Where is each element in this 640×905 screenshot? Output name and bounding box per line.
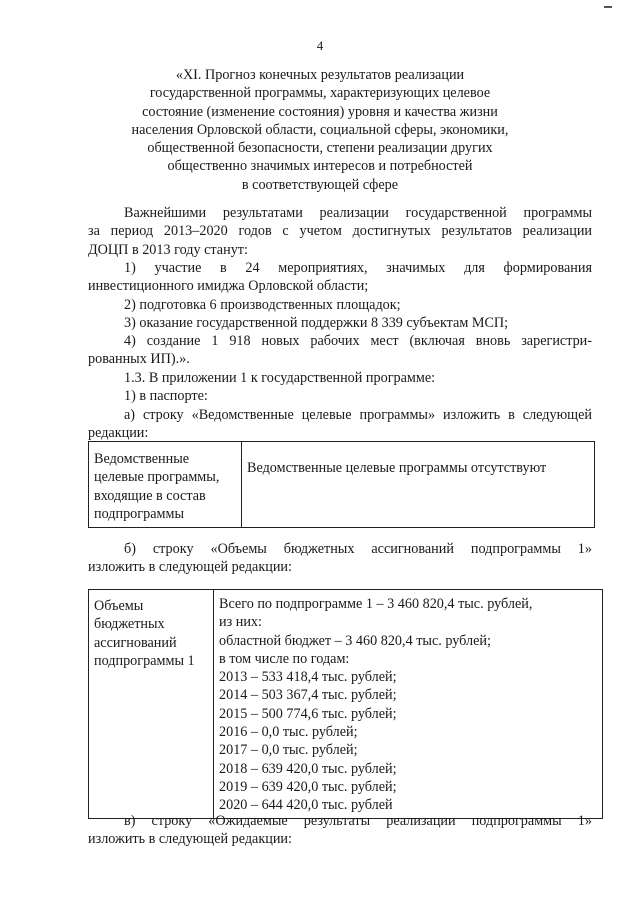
- para-v-line: изложить в следующей редакции:: [88, 831, 292, 848]
- intro-line: Важнейшими результатами реализации государственной программы: [124, 205, 592, 221]
- heading-line: в соответствующей сфере: [241, 176, 399, 193]
- value-line: в том числе по годам:: [219, 650, 350, 667]
- list-item: 4) создание 1 918 новых рабочих мест (включая вновь зарегистри-: [124, 333, 592, 350]
- heading-line: общественной безопасности, степени реализации других: [147, 140, 493, 157]
- label-line: подпрограммы 1: [94, 652, 195, 669]
- value-line: 2016 – 0,0 тыс. рублей;: [219, 724, 358, 741]
- heading-line: населения Орловской области, социальной сферы, экономики,: [131, 121, 509, 138]
- value-line: из них:: [219, 614, 262, 631]
- value-line: 2020 – 644 420,0 тыс. рублей: [219, 797, 393, 814]
- label-line: ассигнований: [94, 634, 177, 651]
- table-row: [89, 442, 595, 528]
- value-line: 2013 – 533 418,4 тыс. рублей;: [219, 669, 397, 686]
- results-list: [88, 259, 592, 369]
- label-line: подпрограммы: [94, 505, 184, 522]
- para-v: [88, 812, 592, 849]
- para-a-line: редакции:: [88, 424, 149, 441]
- list-item: 2) подготовка 6 производственных площадок;: [124, 296, 401, 313]
- heading-line: состояние (изменение состояния) уровня и качества жизни: [142, 103, 498, 120]
- heading-line: «XI. Прогноз конечных результатов реализации: [175, 67, 465, 83]
- section-heading: [88, 66, 552, 194]
- scan-mark: [604, 6, 612, 8]
- value-line: 2018 – 639 420,0 тыс. рублей;: [219, 760, 397, 777]
- value-line: 2019 – 639 420,0 тыс. рублей;: [219, 778, 397, 795]
- table-value-cell: [242, 442, 595, 528]
- para-b-line: б) строку «Объемы бюджетных ассигнований подпрограммы 1»: [124, 541, 592, 557]
- para-v-line: в) строку «Ожидаемые результаты реализации подпрограммы 1»: [124, 813, 592, 829]
- label-line: Ведомственные: [94, 451, 190, 467]
- heading-line: государственной программы, характеризующих целевое: [149, 85, 491, 102]
- list-item: 3) оказание государственной поддержки 8 339 субъектам МСП;: [124, 314, 509, 331]
- label-line: Объемы: [94, 598, 144, 614]
- value-line: 2014 – 503 367,4 тыс. рублей;: [219, 687, 397, 704]
- list-item: инвестиционного имиджа Орловской области;: [88, 278, 369, 295]
- table-budget-allocations: [88, 589, 603, 819]
- value-line: областной бюджет – 3 460 820,4 тыс. рублей;: [219, 632, 491, 649]
- heading-line: общественно значимых интересов и потребностей: [167, 158, 473, 175]
- page-number: 4: [316, 38, 324, 53]
- intro-paragraph: [88, 204, 592, 259]
- para-a-line: а) строку «Ведомственные целевые программы» изложить в следующей: [124, 406, 592, 423]
- intro-line: ДОЦП в 2013 году станут:: [88, 241, 248, 258]
- section-1-3: 1.3. В приложении 1 к государственной программе:: [124, 370, 436, 386]
- table-departmental-programs: [88, 441, 595, 528]
- list-item: рованных ИП).».: [88, 351, 190, 368]
- table-row: [89, 590, 603, 819]
- list-item: 1) участие в 24 мероприятиях, значимых для формирования: [124, 260, 592, 276]
- amendment-intro: [88, 369, 592, 442]
- para-b-line: изложить в следующей редакции:: [88, 559, 292, 576]
- para-b: [88, 540, 592, 577]
- value-line: Всего по подпрограмме 1 – 3 460 820,4 тыс. рублей,: [219, 596, 533, 612]
- table-value-cell: [214, 590, 603, 819]
- value-line: 2015 – 500 774,6 тыс. рублей;: [219, 705, 397, 722]
- table-label-cell: [89, 590, 214, 819]
- intro-line: за период 2013–2020 годов с учетом достигнутых результатов реализации: [88, 223, 592, 240]
- value-line: Ведомственные целевые программы отсутствуют: [247, 460, 547, 476]
- passport-line: 1) в паспорте:: [124, 388, 208, 405]
- label-line: входящие в состав: [94, 487, 206, 504]
- table-label-cell: [89, 442, 242, 528]
- label-line: бюджетных: [94, 616, 165, 633]
- label-line: целевые программы,: [94, 469, 220, 486]
- value-line: 2017 – 0,0 тыс. рублей;: [219, 742, 358, 759]
